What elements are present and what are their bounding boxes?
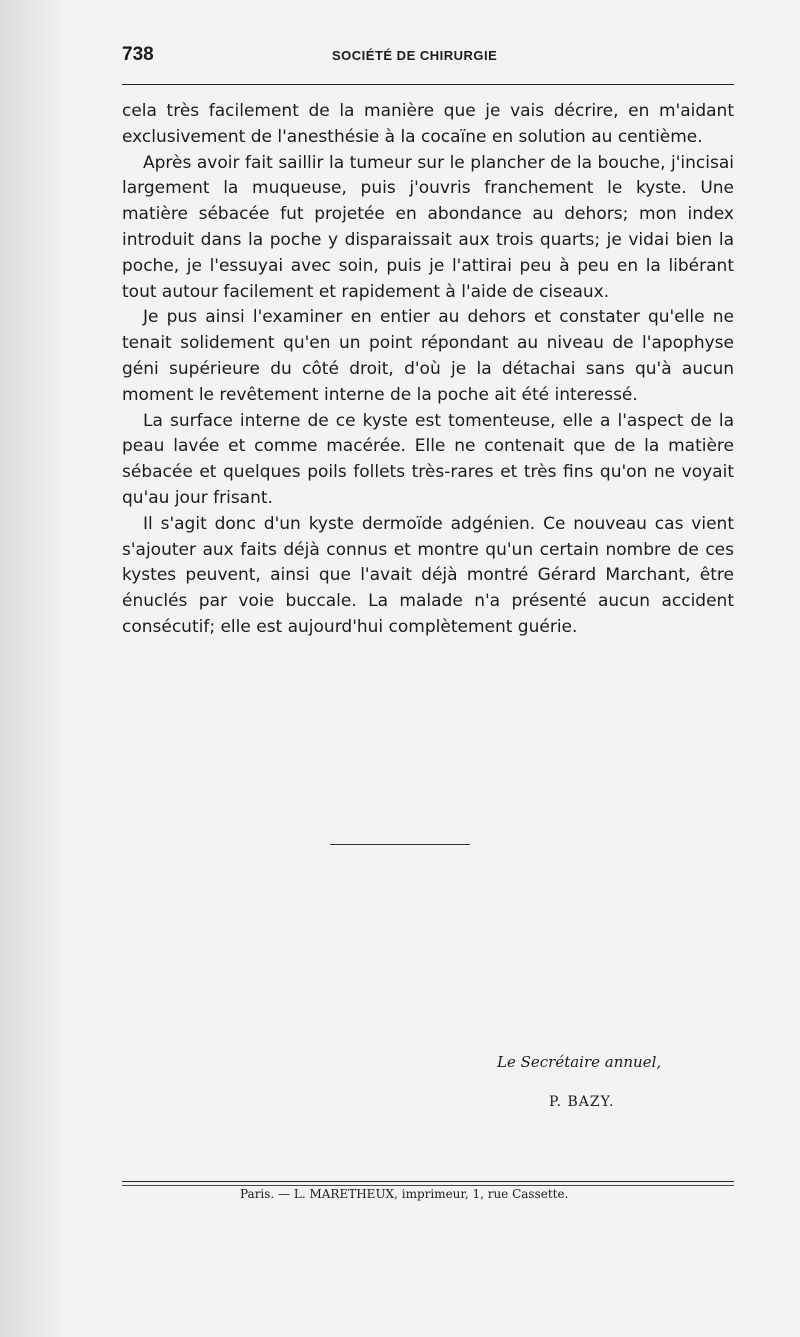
running-head	[122, 44, 734, 68]
printer-imprint: Paris. — L. MARETHEUX, imprimeur, 1, rue Cassette.	[240, 1187, 569, 1201]
paragraph: Il s'agit donc d'un kyste dermoïde adgénien. Ce nouveau cas vient s'ajouter aux faits déjà connus et montre qu'un certain nombre de ces kystes peuvent, ainsi que l'avait déjà montré Gérard Marchant, être énuclés par voie buccale. La malade n'a présenté aucun accident consécutif; elle est aujourd'hui complètement guérie.	[122, 513, 734, 637]
running-title: SOCIÉTÉ DE CHIRURGIE	[332, 48, 498, 63]
signature-role: Le Secrétaire annuel,	[497, 1053, 662, 1071]
signature-name: P. BAZY.	[549, 1094, 615, 1110]
section-divider	[330, 844, 470, 845]
footer-rule	[122, 1181, 734, 1182]
paragraph: La surface interne de ce kyste est tomenteuse, elle a l'aspect de la peau lavée et comme macérée. Elle ne contenait que de la matière sébacée et quelques poils follets très-rares et très fins qu'on ne voyait qu'au jour frisant.	[122, 410, 734, 508]
header-rule	[122, 84, 734, 85]
page-edge-shadow	[0, 0, 70, 1337]
paragraph: Je pus ainsi l'examiner en entier au dehors et constater qu'elle ne tenait solidement qu'en un point répondant au niveau de l'apophyse géni supérieure du côté droit, d'où je la détachai sans qu'à aucun moment le revêtement interne de la poche ait été interessé.	[122, 307, 734, 405]
page-number: 738	[122, 44, 154, 65]
body-text	[122, 99, 734, 641]
paragraph: cela très facilement de la manière que je vais décrire, en m'aidant exclusivement de l'anesthésie à la cocaïne en solution au centième.	[122, 101, 734, 147]
paragraph: Après avoir fait saillir la tumeur sur le plancher de la bouche, j'incisai largement la muqueuse, puis j'ouvris franchement le kyste. Une matière sébacée fut projetée en abondance au dehors; mon index introduit dans la poche y disparaissait aux trois quarts; je vidai bien la poche, je l'essuyai avec soin, puis je l'attirai peu à peu en la libérant tout autour facilement et rapidement à l'aide de ciseaux.	[122, 152, 734, 302]
footer-rule-thin	[122, 1185, 734, 1186]
